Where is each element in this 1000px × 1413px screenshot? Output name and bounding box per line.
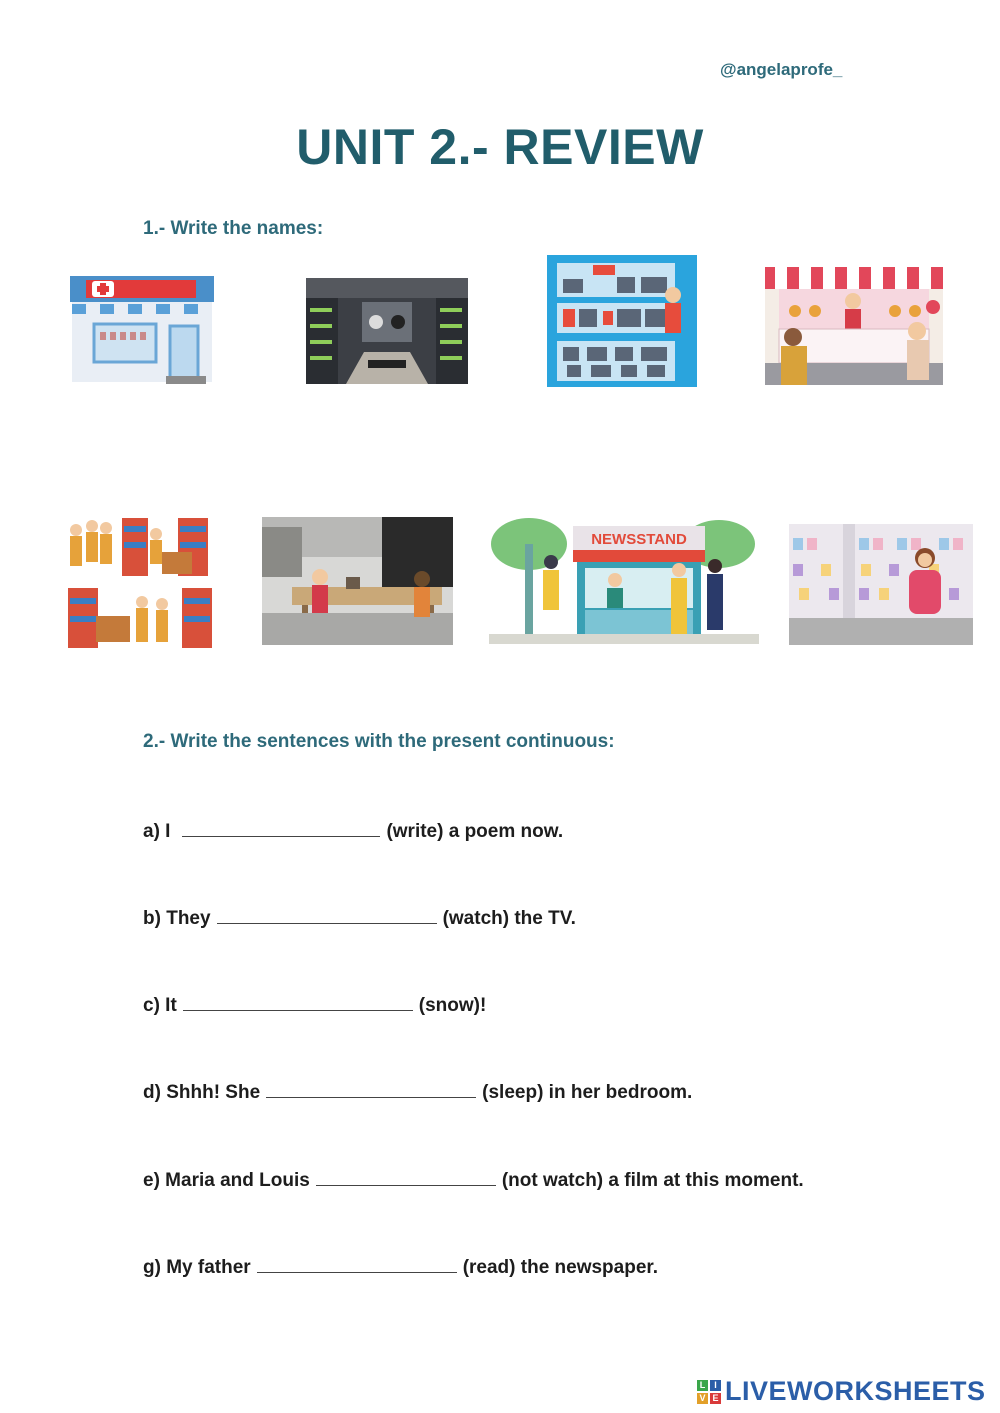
liveworksheets-footer[interactable] [697,1376,986,1407]
sentence-c-end: (snow)! [418,995,487,1016]
image-electronics-shop [547,255,697,387]
image-bookshop [66,512,218,652]
liveworksheets-brand: LIVEWORKSHEETS [725,1376,986,1406]
answer-blank-b[interactable] [217,905,437,924]
section-2-heading: 2.- Write the sentences with the present continuous: [143,731,615,752]
section-1-heading: 1.- Write the names: [143,218,324,239]
handle: @angelaprofe_ [720,60,843,79]
sentence-g-end: (read) the newspaper. [462,1257,659,1278]
image-newsstand [489,504,759,646]
sentence-e [143,1167,804,1192]
sentence-g-start: g) My father [143,1257,251,1278]
sentence-c [143,992,486,1017]
answer-blank-d[interactable] [266,1079,476,1098]
newsstand-sign: NEWSSTAND [591,531,687,548]
sentence-e-start: e) Maria and Louis [143,1170,310,1191]
answer-blank-c[interactable] [183,992,413,1011]
sentence-b-start: b) They [143,908,211,929]
sentence-a [143,818,563,843]
answer-blank-a[interactable] [182,818,380,837]
page-title: UNIT 2.- REVIEW [296,119,704,175]
image-cosmetics-shop [789,524,973,645]
image-sweet-shop [765,267,943,385]
answer-blank-g[interactable] [257,1254,457,1273]
image-pharmacy [66,270,218,388]
liveworksheets-logo-icon: L I V E [697,1380,721,1404]
answer-blank-e[interactable] [316,1167,496,1186]
sentence-b [143,905,576,930]
sentence-d-start: d) Shhh! She [143,1082,261,1103]
sentence-d-end: (sleep) in her bedroom. [482,1082,693,1103]
sentence-g [143,1254,658,1279]
sentence-e-end: (not watch) a film at this moment. [501,1170,804,1191]
image-sports-store [306,278,468,384]
sentence-b-end: (watch) the TV. [442,908,576,929]
sentence-a-start: a) I [143,821,171,842]
sentence-a-end: (write) a poem now. [386,821,564,842]
sentence-d [143,1079,692,1104]
sentence-c-start: c) It [143,995,177,1016]
image-shoe-shop [262,517,453,645]
